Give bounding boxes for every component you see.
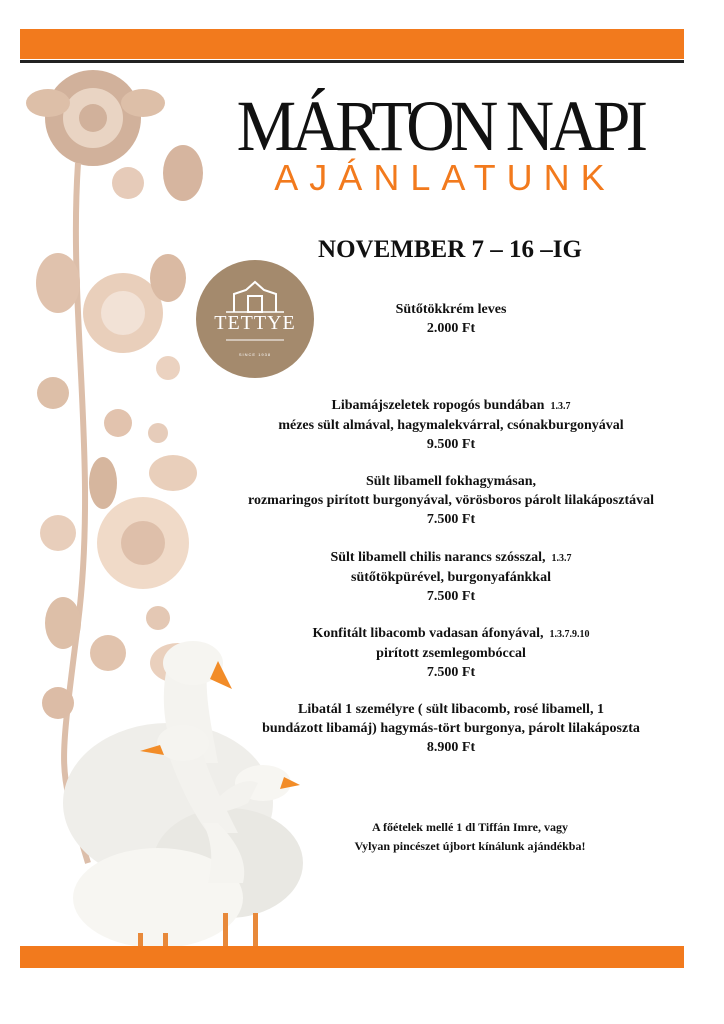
menu-item-description: bundázott libamáj) hagymás-tört burgonya, párolt lilakáposzta bbox=[262, 721, 640, 736]
page-title: MÁRTON NAPI bbox=[236, 86, 644, 166]
top-orange-bar bbox=[20, 29, 684, 59]
menu-item-name: Sütőtökkrém leves bbox=[395, 302, 507, 317]
menu-item-name: Libatál 1 személyre ( sült libacomb, rosé libamell, 1 bbox=[298, 702, 604, 717]
menu-item-name: Sült libamell fokhagymásan, bbox=[366, 474, 536, 489]
menu-item-price: 8.900 Ft bbox=[426, 740, 476, 755]
menu-item-allergens: 1.3.7 bbox=[550, 401, 571, 412]
menu-item-description: mézes sült almával, hagymalekvárral, csónakburgonyával bbox=[278, 418, 624, 433]
menu-item-price: 9.500 Ft bbox=[426, 437, 476, 452]
menu-item-name: Konfitált libacomb vadasan áfonyával, bbox=[312, 626, 544, 641]
menu-item-price: 7.500 Ft bbox=[426, 665, 476, 680]
logo-wordmark: TETTYE bbox=[214, 312, 296, 334]
menu-item-price: 2.000 Ft bbox=[426, 321, 476, 336]
menu-item bbox=[196, 300, 706, 338]
menu-item-description: rozmaringos pirított burgonyával, vörösboros párolt lilakáposztával bbox=[247, 493, 654, 508]
offer-date-range: NOVEMBER 7 – 16 –IG bbox=[318, 236, 582, 263]
menu-item-price: 7.500 Ft bbox=[426, 589, 476, 604]
wine-gift-note-line: Vylyan pincészet újbort kínálunk ajándékba! bbox=[354, 839, 586, 853]
menu-item-price: 7.500 Ft bbox=[426, 512, 476, 527]
menu-item bbox=[196, 700, 706, 757]
wine-gift-note bbox=[300, 818, 640, 856]
menu-item-description: pirított zsemlegombóccal bbox=[376, 646, 526, 661]
page-subtitle: AJÁNLATUNK bbox=[274, 157, 616, 198]
menu-item-name: Libamájszeletek ropogós bundában bbox=[331, 398, 545, 413]
menu-item bbox=[196, 472, 706, 529]
logo-tagline: SINCE 1938 bbox=[238, 352, 272, 357]
menu-item bbox=[196, 396, 706, 454]
menu-item-name: Sült libamell chilis narancs szósszal, bbox=[330, 550, 546, 565]
menu-item bbox=[196, 624, 706, 682]
menu-item bbox=[196, 548, 706, 606]
menu-item-description: sütőtökpürével, burgonyafánkkal bbox=[351, 570, 551, 585]
menu-item-allergens: 1.3.7.9.10 bbox=[549, 629, 590, 640]
wine-gift-note-line: A főételek mellé 1 dl Tiffán Imre, vagy bbox=[372, 820, 568, 834]
bottom-orange-bar bbox=[20, 946, 684, 968]
menu-item-allergens: 1.3.7 bbox=[551, 553, 572, 564]
